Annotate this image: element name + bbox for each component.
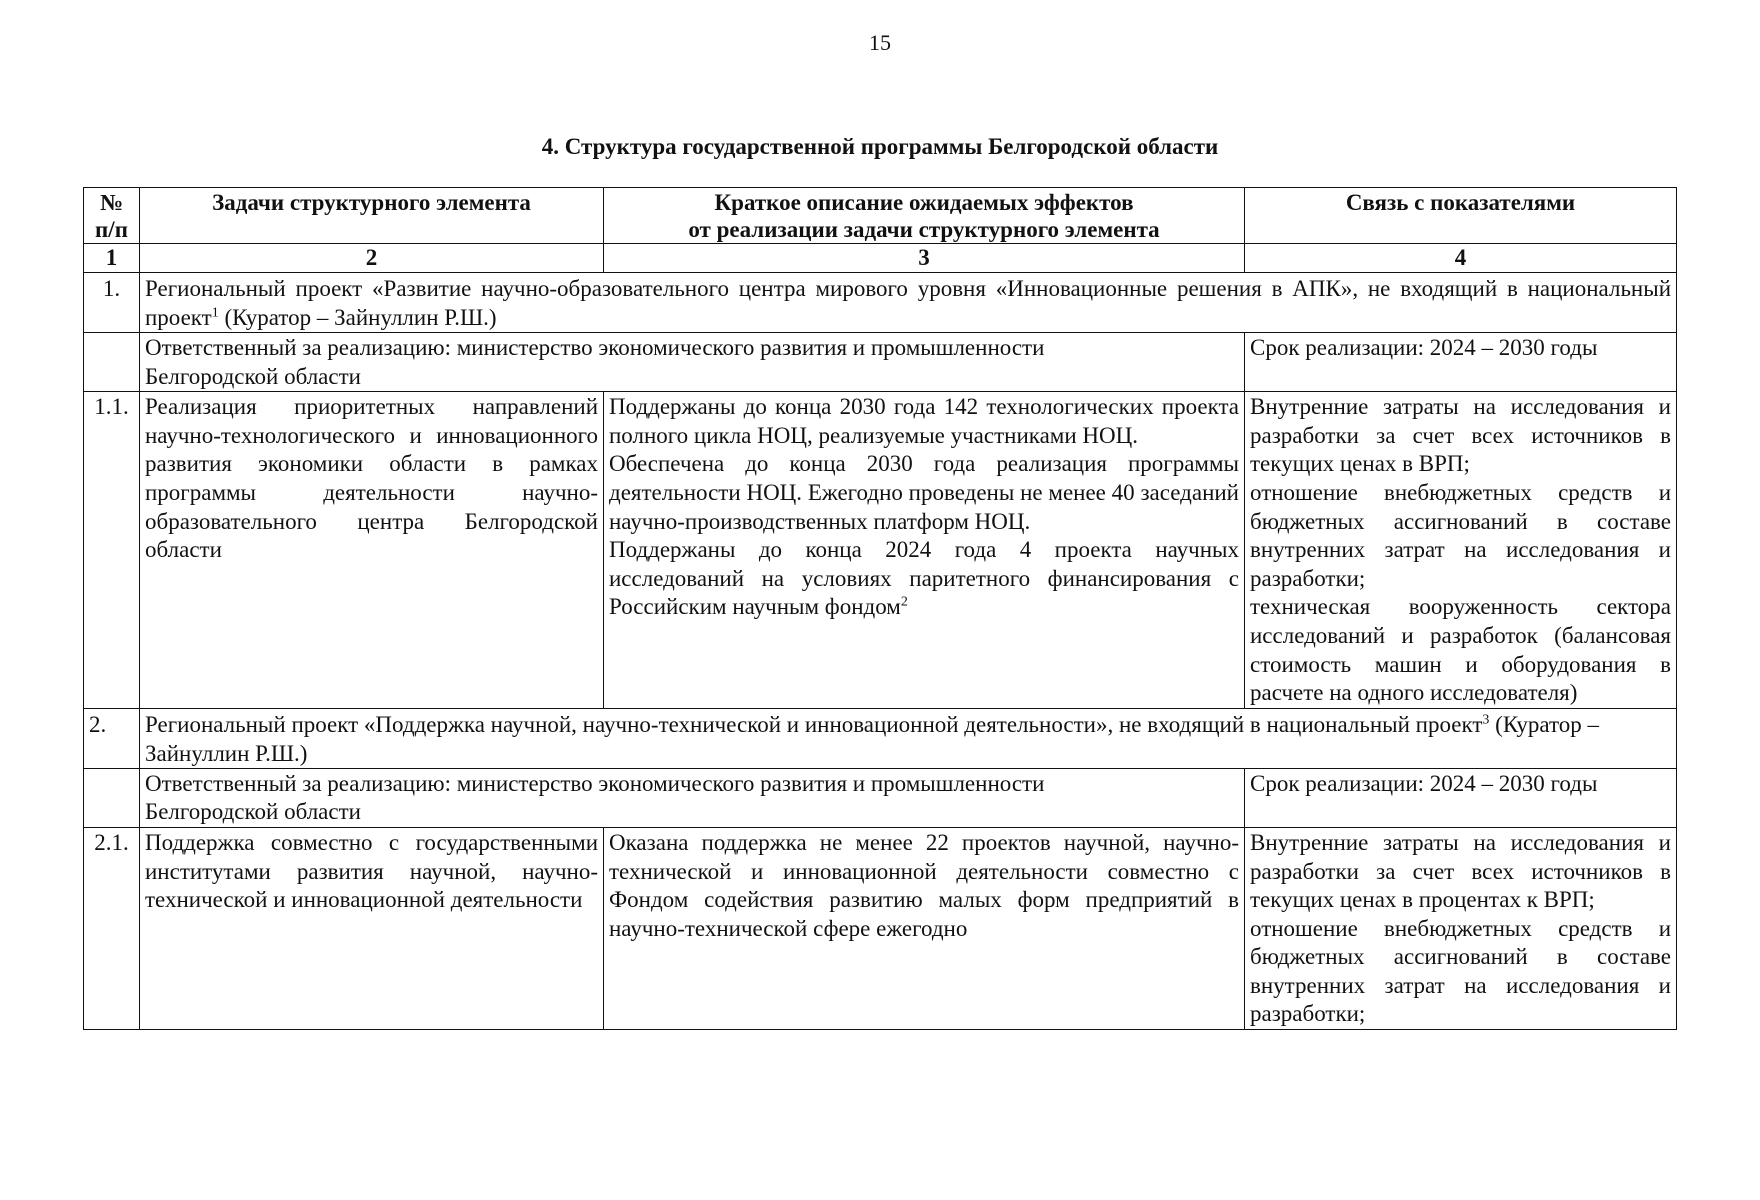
section-title: 4. Структура государственной программы Белгородской области [541,134,1219,159]
project-num: 1. [84,273,140,333]
task-num: 2.1. [84,827,140,1029]
project-curator: (Куратор – Зайнуллин Р.Ш.) [218,305,497,330]
effect-item-text: Поддержаны до конца 2024 года 4 проекта научных исследований на условиях паритетного финансирования с Российским научным фондом [609,537,1239,620]
column-numbers-row [84,244,1677,273]
effect-item: Поддержаны до конца 2030 года 142 технологических проекта полного цикла НОЦ, реализуемые участниками НОЦ. [609,394,1239,448]
header-num-line-1: № [99,190,124,215]
task-effects [604,827,1245,1029]
responsible-row-2 [84,768,1677,827]
project-row-2 [84,708,1677,768]
task-indicators [1245,392,1677,709]
project-curator: (Куратор – Зайнуллин Р.Ш.) [145,711,1600,766]
responsible-row-1 [84,333,1677,392]
page-number: 15 [869,30,891,55]
task-row-2-1 [84,827,1677,1029]
project-title-text: Региональный проект «Поддержка научной, научно-технической и инновационной деятельности», не входящий в национальный проект [145,711,1483,737]
indicator-item: Внутренние затраты на исследования и разработки за счет всех источников в текущих ценах в процентах к ВРП; [1250,829,1671,913]
task-num: 1.1. [84,392,140,709]
header-effects [604,188,1245,244]
column-number: 2 [140,244,604,273]
indicator-item: отношение внебюджетных средств и бюджетных ассигнований в составе внутренних затрат на исследования и разработки; [1250,479,1671,591]
task-effects [604,392,1245,709]
table-header-row [84,188,1677,244]
project-title-text: Региональный проект «Развитие научно-образовательного центра мирового уровня «Инновационные решения в АПК», не входящий в национальный проект [145,276,1671,330]
empty-cell [84,333,140,392]
column-number: 1 [84,244,140,273]
header-num [84,188,140,244]
indicator-item: Внутренние затраты на исследования и разработки за счет всех источников в текущих ценах в ВРП; [1250,394,1671,477]
effect-item: Обеспечена до конца 2030 года реализация программы деятельности НОЦ. Ежегодно проведены не менее 40 заседаний научно-производственных платформ НОЦ. [609,451,1239,534]
project-title [140,273,1677,333]
column-number: 3 [604,244,1245,273]
term-text: Срок реализации: 2024 – 2030 годы [1245,768,1677,827]
empty-cell [84,768,140,827]
header-indicators: Связь с показателями [1245,188,1677,244]
program-structure-table [83,187,1677,1030]
header-effects-line-2: от реализации задачи структурного элемента [688,217,1160,242]
header-effects-line-1: Краткое описание ожидаемых эффектов [714,190,1134,215]
footnote-marker: 3 [1482,712,1490,728]
responsible-text: Ответственный за реализацию: министерство экономического развития и промышленности Белгородской области [140,333,1245,392]
task-description: Поддержка совместно с государственными институтами развития научной, научно-технической и инновационной деятельности [140,827,604,1029]
responsible-text: Ответственный за реализацию: министерство экономического развития и промышленности Белгородской области [140,768,1245,827]
task-row-1-1 [84,392,1677,709]
header-tasks: Задачи структурного элемента [140,188,604,244]
term-text: Срок реализации: 2024 – 2030 годы [1245,333,1677,392]
header-num-line-2: п/п [95,217,128,242]
effect-item [609,536,1239,622]
project-num: 2. [84,708,140,768]
project-row-1 [84,273,1677,333]
task-indicators [1245,827,1677,1029]
footnote-marker: 2 [900,594,908,610]
column-number: 4 [1245,244,1677,273]
footnote-marker: 1 [211,305,219,321]
indicator-item: техническая вооруженность сектора исследований и разработок (балансовая стоимость машин и оборудования в расчете на одного исследователя) [1250,594,1671,706]
task-description: Реализация приоритетных направлений научно-технологического и инновационного развития экономики области в рамках программы деятельности научно-образовательного центра Белгородской области [140,392,604,709]
indicator-item: отношение внебюджетных средств и бюджетных ассигнований в составе внутренних затрат на исследования и разработки; [1250,915,1671,1027]
project-title [140,708,1677,768]
effect-item: Оказана поддержка не менее 22 проектов научной, научно-технической и инновационной деятельности совместно с Фондом содействия развитию малых форм предприятий в научно-технической сфере ежегодно [609,829,1239,941]
